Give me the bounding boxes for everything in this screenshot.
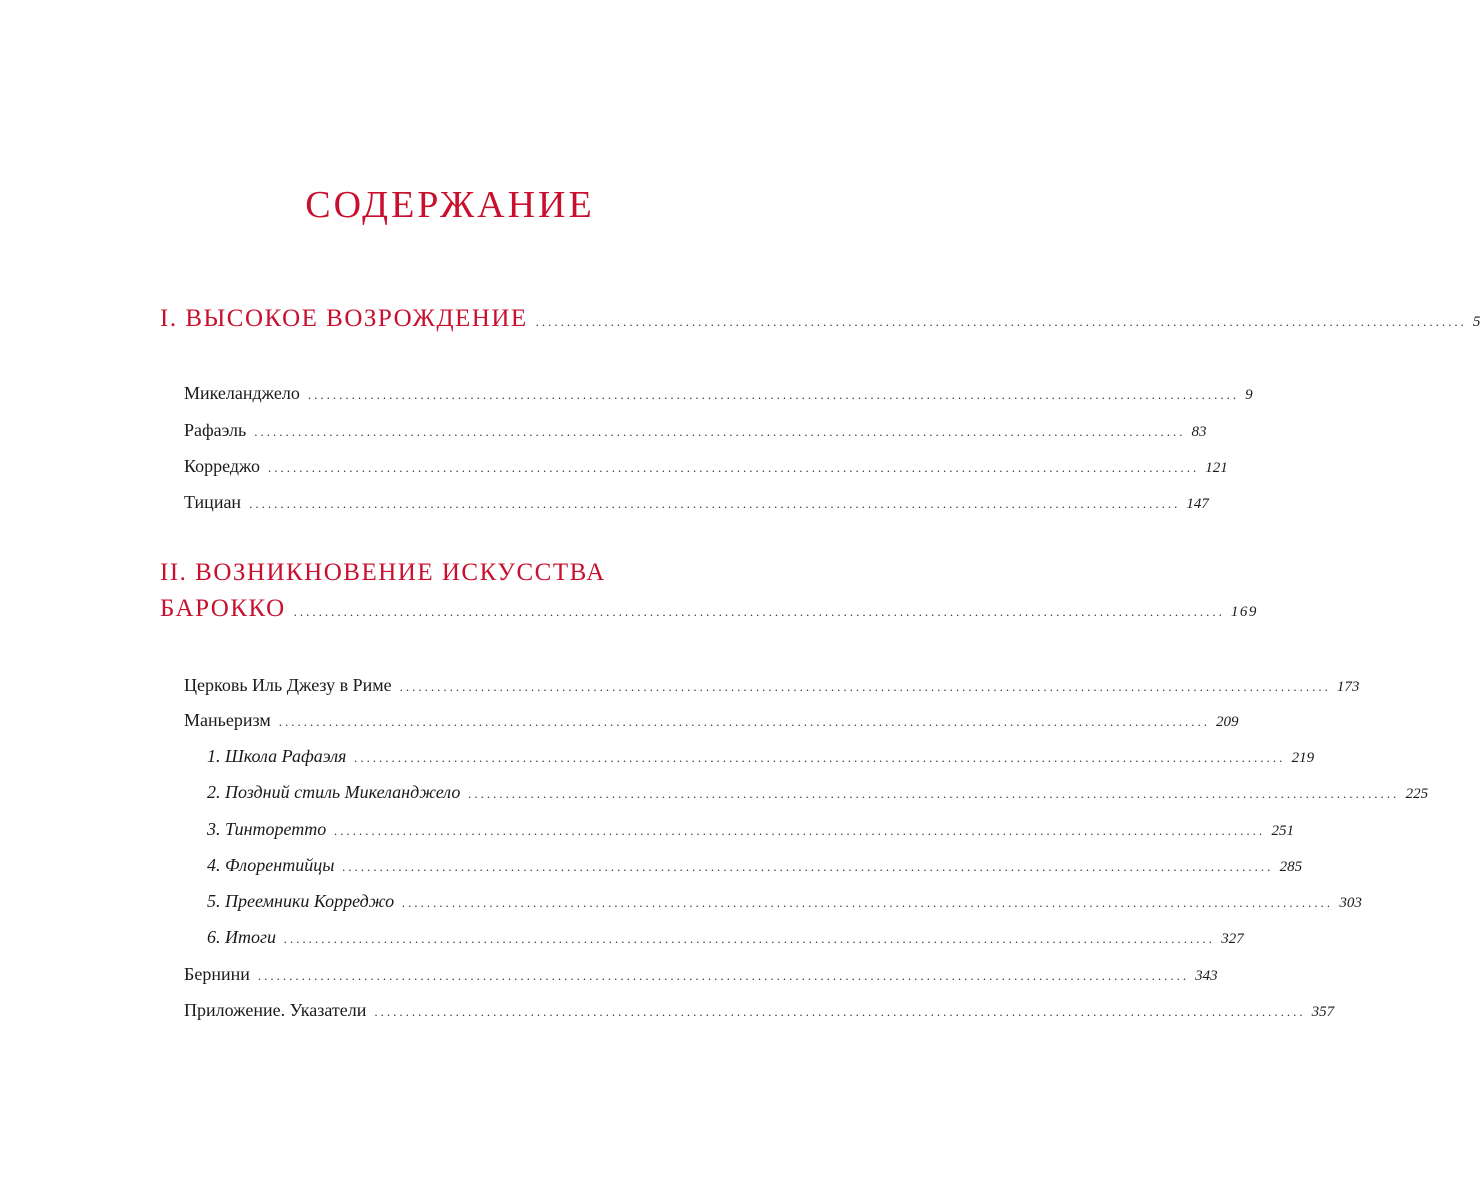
page-number: 121 [1205,460,1228,476]
toc-subentry[interactable] [207,817,1295,843]
toc-subentry[interactable] [207,744,1315,770]
toc-subentry[interactable] [207,780,1429,806]
dot-leader: ..................................................................................................................................................... [334,823,1266,838]
toc-entry[interactable] [184,708,1239,734]
toc-entry[interactable] [184,962,1218,988]
toc-entry[interactable] [184,418,1207,444]
entry-label: 2. Поздний стиль Микеланджело [207,782,461,802]
page-title: СОДЕРЖАНИЕ [305,184,595,226]
dot-leader: ..................................................................................................................................................... [254,424,1186,439]
dot-leader: ..................................................................................................................................................... [354,750,1286,765]
part-title: I. ВЫСОКОЕ ВОЗРОЖДЕНИЕ [160,305,528,332]
page-number: 5 [1472,314,1482,330]
page-number: 147 [1186,496,1209,512]
dot-leader: ..................................................................................................................................................... [307,387,1240,402]
toc-entry[interactable] [184,381,1253,407]
dot-leader: ..................................................................................................................................................... [257,968,1190,983]
page-number: 285 [1279,859,1303,875]
dot-leader: ..................................................................................................................................................... [284,931,1216,946]
page-number: 169 [1230,604,1258,620]
toc-entry[interactable] [184,998,1335,1024]
entry-label: Маньеризм [184,710,271,730]
entry-label: Микеланджело [184,383,300,403]
entry-label: Рафаэль [184,420,247,440]
entry-label: Приложение. Указатели [184,1000,367,1020]
dot-leader: ..................................................................................................................................................... [249,496,1181,511]
entry-label: 1. Школа Рафаэля [207,746,347,766]
toc-entry[interactable] [184,490,1209,516]
entry-label: Бернини [184,964,250,984]
dot-leader: ..................................................................................................................................................... [535,314,1467,329]
toc-entry[interactable] [184,673,1360,699]
dot-leader: ..................................................................................................................................................... [374,1004,1306,1019]
page-number: 209 [1215,714,1239,730]
dot-leader: ..................................................................................................................................................... [268,460,1200,475]
entry-label: 6. Итоги [207,927,277,947]
entry-label: 3. Тинторетто [207,819,327,839]
toc-entry[interactable] [184,454,1228,480]
entry-label: Церковь Иль Джезу в Риме [184,675,392,695]
toc-subentry[interactable] [207,853,1303,879]
page-number: 173 [1336,679,1360,695]
page-number: 225 [1405,786,1429,802]
dot-leader: ..................................................................................................................................................... [399,679,1331,694]
toc-part-1[interactable] [160,303,1482,338]
page-number: 303 [1339,895,1362,911]
toc-subentry[interactable] [207,889,1362,915]
page-number: 83 [1191,424,1207,440]
dot-leader: ..................................................................................................................................................... [278,714,1210,729]
dot-leader: ..................................................................................................................................................... [402,895,1334,910]
dot-leader: ..................................................................................................................................................... [293,604,1225,619]
entry-label: Корреджо [184,456,261,476]
part-title-line-1: II. ВОЗНИКНОВЕНИЕ ИСКУССТВА [160,559,606,586]
page-number: 343 [1195,968,1218,984]
page-number: 219 [1291,750,1315,766]
entry-label: 5. Преемники Корреджо [207,891,395,911]
page-number: 9 [1245,387,1253,403]
part-title-line-2: БАРОККО [160,595,286,622]
dot-leader: ..................................................................................................................................................... [468,786,1400,801]
page-number: 251 [1271,823,1295,839]
toc-subentry[interactable] [207,925,1244,951]
entry-label: Тициан [184,492,242,512]
entry-label: 4. Флорентийцы [207,855,335,875]
toc-part-2[interactable] [160,593,1258,628]
dot-leader: ..................................................................................................................................................... [342,859,1274,874]
page-number: 327 [1221,931,1244,947]
page-number: 357 [1311,1004,1335,1020]
